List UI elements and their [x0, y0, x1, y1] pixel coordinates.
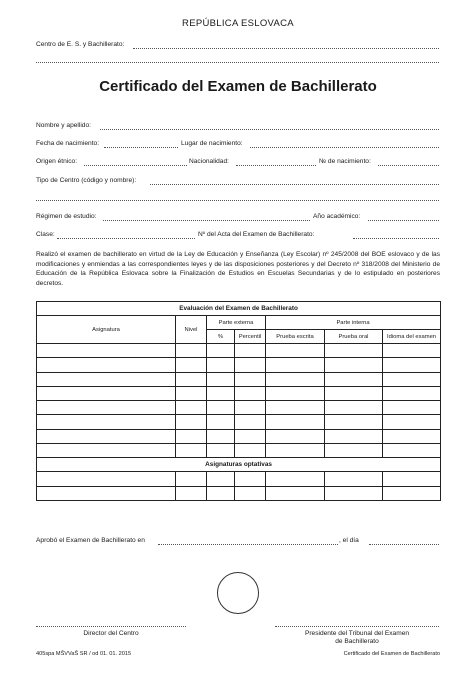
table-cell[interactable] [37, 429, 176, 443]
table-cell[interactable] [176, 372, 207, 386]
table-cell[interactable] [37, 386, 176, 400]
table-cell[interactable] [176, 444, 207, 458]
table-cell[interactable] [266, 472, 325, 486]
table-cell[interactable] [235, 486, 266, 500]
table-cell[interactable] [207, 472, 235, 486]
table-cell[interactable] [37, 444, 176, 458]
column-header-external: Parte externa [207, 316, 266, 330]
table-row [37, 344, 441, 358]
table-cell[interactable] [37, 415, 176, 429]
table-cell[interactable] [325, 472, 383, 486]
column-header-percentile: Percentil [235, 330, 266, 344]
register-number-label: Nº del Acta del Examen de Bachillerato: [198, 231, 315, 238]
table-cell[interactable] [383, 401, 441, 415]
table-cell[interactable] [325, 386, 383, 400]
table-cell[interactable] [325, 444, 383, 458]
column-header-oral: Prueba oral [325, 330, 383, 344]
table-cell[interactable] [235, 429, 266, 443]
table-cell[interactable] [325, 429, 383, 443]
table-cell[interactable] [37, 358, 176, 372]
school-type-label: Tipo de Centro (código y nombre): [36, 177, 137, 184]
table-cell[interactable] [207, 415, 235, 429]
legal-paragraph: Realizó el examen de bachillerato en virtud de la Ley de Educación y Enseñanza (Ley Escolar) nº 245/2008 del BOE eslovaco y de las modificaciones y enmiendas a las correspondientes leyes y de las disposiciones posteriores y del Decreto nº 318/2008 del Ministerio de Educación de la República Eslovaca sobre la Finalización de Estudios en Escuelas Secundarias y de lo estipulado en posteriores decretos. [36, 251, 440, 287]
table-cell[interactable] [266, 415, 325, 429]
president-label-line2: de Bachillerato [335, 638, 379, 645]
evaluation-table-title: Evaluación del Examen de Bachillerato [37, 302, 441, 316]
class-field[interactable] [57, 238, 195, 239]
study-regime-label: Régimen de estudio: [36, 213, 97, 220]
table-cell[interactable] [325, 415, 383, 429]
table-cell[interactable] [266, 344, 325, 358]
table-cell[interactable] [207, 429, 235, 443]
table-cell[interactable] [266, 444, 325, 458]
table-cell[interactable] [383, 415, 441, 429]
passed-date-field[interactable] [369, 544, 439, 545]
table-row [37, 415, 441, 429]
table-cell[interactable] [235, 415, 266, 429]
name-field[interactable] [100, 129, 439, 130]
official-stamp [217, 572, 259, 614]
table-cell[interactable] [207, 401, 235, 415]
column-header-language: Idioma del examen [383, 330, 441, 344]
passed-label: Aprobó el Examen de Bachillerato en [36, 537, 145, 544]
table-cell[interactable] [235, 372, 266, 386]
study-regime-field[interactable] [103, 220, 310, 221]
table-cell[interactable] [325, 401, 383, 415]
table-row [37, 486, 441, 500]
table-cell[interactable] [37, 472, 176, 486]
table-row [37, 472, 441, 486]
table-cell[interactable] [207, 486, 235, 500]
column-header-internal: Parte interna [266, 316, 441, 330]
table-cell[interactable] [176, 429, 207, 443]
table-cell[interactable] [325, 486, 383, 500]
evaluation-table [36, 301, 441, 501]
table-row [37, 401, 441, 415]
table-cell[interactable] [266, 386, 325, 400]
school-type-field[interactable] [150, 184, 439, 185]
academic-year-label: Año académico: [313, 213, 361, 220]
table-cell[interactable] [383, 386, 441, 400]
table-cell[interactable] [176, 386, 207, 400]
school-field-line2[interactable] [36, 62, 439, 63]
table-cell[interactable] [176, 415, 207, 429]
passed-date-label: , el día [339, 537, 359, 544]
table-cell[interactable] [207, 444, 235, 458]
table-cell[interactable] [235, 472, 266, 486]
table-cell[interactable] [176, 486, 207, 500]
column-header-written: Prueba escrita [266, 330, 325, 344]
optional-subjects-title: Asignaturas optativas [37, 458, 441, 472]
table-cell[interactable] [207, 344, 235, 358]
academic-year-field[interactable] [368, 220, 439, 221]
table-cell[interactable] [266, 358, 325, 372]
table-cell[interactable] [37, 372, 176, 386]
table-cell[interactable] [266, 401, 325, 415]
table-cell[interactable] [176, 472, 207, 486]
table-cell[interactable] [37, 344, 176, 358]
table-cell[interactable] [207, 386, 235, 400]
ethnic-origin-label: Origen étnico: [36, 158, 78, 165]
table-cell[interactable] [383, 444, 441, 458]
table-cell[interactable] [266, 486, 325, 500]
table-cell[interactable] [207, 358, 235, 372]
president-label-line1: Presidente del Tribunal del Examen [304, 630, 410, 637]
table-cell[interactable] [383, 372, 441, 386]
table-row [37, 386, 441, 400]
passed-place-field[interactable] [158, 544, 338, 545]
column-header-percent: % [207, 330, 235, 344]
column-header-level: Nivel [176, 316, 207, 344]
director-signature-line[interactable] [36, 626, 186, 627]
table-cell[interactable] [37, 401, 176, 415]
school-field[interactable] [133, 48, 439, 49]
birth-date-label: Fecha de nacimiento: [36, 140, 100, 147]
register-number-field[interactable] [353, 238, 439, 239]
table-row [37, 358, 441, 372]
country-heading: REPÚBLICA ESLOVACA [182, 18, 294, 29]
table-cell[interactable] [266, 372, 325, 386]
director-label: Director del Centro [83, 630, 139, 637]
table-row [37, 372, 441, 386]
table-cell[interactable] [383, 429, 441, 443]
table-cell[interactable] [266, 429, 325, 443]
president-signature-line[interactable] [275, 626, 439, 627]
table-cell[interactable] [383, 358, 441, 372]
class-label: Clase: [36, 231, 55, 238]
table-cell[interactable] [37, 486, 176, 500]
table-row [37, 444, 441, 458]
birth-number-label: № de nacimiento: [319, 158, 371, 165]
table-cell[interactable] [325, 372, 383, 386]
table-cell[interactable] [235, 358, 266, 372]
table-cell[interactable] [176, 344, 207, 358]
column-header-subject: Asignatura [37, 316, 176, 344]
table-cell[interactable] [325, 344, 383, 358]
table-cell[interactable] [383, 472, 441, 486]
table-cell[interactable] [207, 372, 235, 386]
table-cell[interactable] [235, 344, 266, 358]
birth-place-label: Lugar de nacimiento: [181, 140, 243, 147]
school-label: Centro de E. S. y Bachillerato: [36, 41, 125, 48]
table-row [37, 429, 441, 443]
table-cell[interactable] [235, 386, 266, 400]
nationality-label: Nacionalidad: [189, 158, 229, 165]
school-type-field-line2[interactable] [36, 200, 439, 201]
table-cell[interactable] [383, 344, 441, 358]
birth-place-field[interactable] [250, 147, 439, 148]
birth-date-field[interactable] [104, 147, 178, 148]
nationality-field[interactable] [236, 165, 316, 166]
footer-code: 405spa MŠVVaŠ SR / od 01. 01. 2015 [36, 651, 132, 657]
table-cell[interactable] [235, 401, 266, 415]
table-cell[interactable] [176, 358, 207, 372]
name-label: Nombre y apellido: [36, 122, 91, 129]
footer-document-name: Certificado del Examen de Bachillerato [343, 651, 440, 657]
table-cell[interactable] [325, 358, 383, 372]
table-cell[interactable] [235, 444, 266, 458]
table-cell[interactable] [176, 401, 207, 415]
document-title: Certificado del Examen de Bachillerato [99, 78, 377, 95]
birth-number-field[interactable] [378, 165, 439, 166]
table-cell[interactable] [383, 486, 441, 500]
ethnic-origin-field[interactable] [84, 165, 187, 166]
